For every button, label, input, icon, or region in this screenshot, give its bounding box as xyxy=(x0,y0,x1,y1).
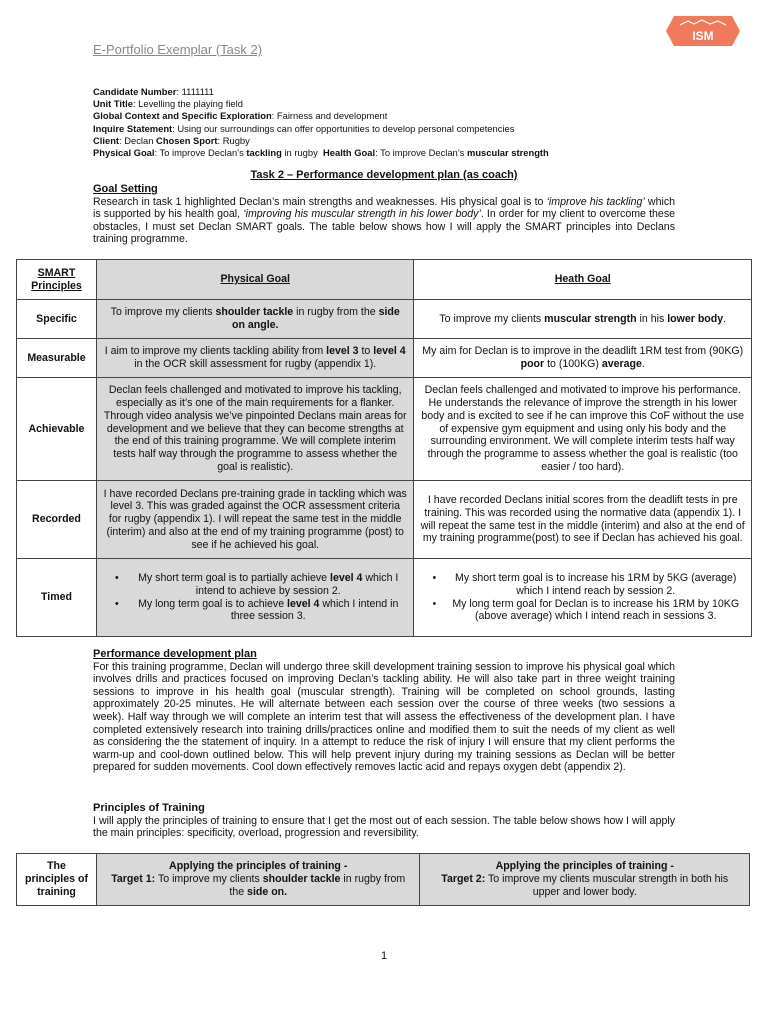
unit-title-line xyxy=(93,98,693,110)
row-label-measurable: Measurable xyxy=(17,339,97,378)
specific-health-cell xyxy=(414,300,752,339)
task-heading: Task 2 – Performance development plan (as coach) xyxy=(250,169,518,181)
target1-cell xyxy=(96,854,420,906)
cell-text: To improve my clients xyxy=(110,306,216,319)
goal-setting-section xyxy=(93,183,675,246)
list-item xyxy=(115,572,408,598)
page-title: E-Portfolio Exemplar (Task 2) xyxy=(93,42,263,57)
candidate-number-label: Candidate Number xyxy=(93,86,177,97)
physical-goal-bold: tackling xyxy=(246,147,282,159)
cell-text: to xyxy=(358,345,374,358)
cell-text: To improve my clients muscular strength in both his upper and lower body. xyxy=(485,873,729,898)
achievable-physical-cell: Declan feels challenged and motivated to improve his tackling, especially as it’s one of the main requirements for a flanker. Through video analysis we’ve pinpointed Declans main areas for development and we believe that they can become strengths at the end of this training programme. We will complete interim tests half way through the programme to assess whether the goal is realistic). xyxy=(96,378,414,481)
logo-text: ISM xyxy=(692,29,714,43)
table-row-recorded xyxy=(17,481,752,559)
recorded-health-cell: I have recorded Declans initial scores from the deadlift tests in pre training. This was recorded using the normative data (appendix 1). I will repeat the same test in the middle (interim) and also at the end of my training programme(post) to see if Declan has achieved his goal. xyxy=(414,481,752,559)
cell-bold: side on angle. xyxy=(231,306,400,331)
cell-bold: level 4 xyxy=(373,345,406,358)
gs-text-1: Research in task 1 highlighted Declan’s main strengths and weaknesses. His physical goal is to xyxy=(93,195,547,208)
achievable-health-cell: Declan feels challenged and motivated to improve his performance. He understands the relevance of improve the strength in his lower body and is excited to see if he can improve this CoF without the use of expensive gym equipment and using only his body and the surrounding environment. We will complete interim tests half way through the programme to assess whether the goal is realistic (too easier / too hard). xyxy=(414,378,752,481)
physical-goal-label: Physical Goal xyxy=(93,147,155,159)
list-item: • My short term goal is to increase his 1RM by 5KG (average) which I intend reach by session 2. xyxy=(432,572,745,598)
cell-bold: average xyxy=(601,358,642,370)
specific-physical-cell xyxy=(96,300,414,339)
cell-bold: level 4 xyxy=(287,597,320,610)
smart-table xyxy=(16,259,752,637)
cell-text: To improve my clients xyxy=(439,312,545,325)
row-label-specific: Specific xyxy=(17,300,97,339)
cell-text: My long term goal is to achieve xyxy=(138,597,288,610)
principles-table xyxy=(16,853,750,906)
measurable-health-cell xyxy=(414,339,752,378)
unit-title-label: Unit Title xyxy=(93,98,133,110)
target2-text xyxy=(426,873,743,899)
principles-col-label: The principles of training xyxy=(17,854,97,906)
cell-text: to (100KG) xyxy=(544,358,602,370)
recorded-physical-cell: I have recorded Declans pre-training grade in tackling which was level 3. This was graded against the OCR assessment criteria for rugby (appendix 1). I will repeat the same test in the middle (interim) and also at the end of my training programme (post) to see if he achieved his goal. xyxy=(96,481,414,559)
inquire-statement-value: : Using our surroundings can offer opportunities to develop personal competencies xyxy=(172,122,515,134)
global-context-label: Global Context and Specific Exploration xyxy=(93,110,272,122)
cell-bold: shoulder tackle xyxy=(262,873,341,886)
row-label-recorded: Recorded xyxy=(17,481,97,559)
ism-logo xyxy=(666,16,740,46)
measurable-physical-cell xyxy=(96,339,414,378)
sport-label: Chosen Sport xyxy=(156,134,218,146)
pot-title: Principles of Training xyxy=(93,802,205,814)
timed-physical-list xyxy=(103,572,408,623)
cell-bold: level 4 xyxy=(330,571,363,584)
candidate-number-value: : 1111111 xyxy=(176,86,214,97)
cell-bold: lower body xyxy=(667,312,724,325)
cell-bold: Target 1: xyxy=(111,873,156,886)
principles-header-row xyxy=(17,854,750,906)
global-context-line xyxy=(93,110,693,122)
gs-text-3: . In order for my client to overcome these obstacles, I must set Declan SMART goals. The table below shows how I will apply the SMART principles into Declans training programme. xyxy=(93,208,676,246)
sport-value: : Rugby xyxy=(217,134,250,146)
target1-title: Applying the principles of training - xyxy=(169,860,348,873)
cell-bold: shoulder tackle xyxy=(215,306,294,319)
target2-title: Applying the principles of training - xyxy=(495,860,674,873)
table-row-timed xyxy=(17,559,752,637)
client-label: Client xyxy=(93,134,120,146)
cell-bold: level 3 xyxy=(326,345,359,358)
cell-text: in rugby from the xyxy=(293,306,379,319)
table-header-row xyxy=(17,260,752,300)
goal-setting-title: Goal Setting xyxy=(93,183,158,195)
cell-text: which I intend to achieve by session 2. xyxy=(195,571,399,597)
pdp-section xyxy=(93,648,675,774)
target1-text xyxy=(103,873,414,899)
cell-text: which I intend in three session 3. xyxy=(230,597,399,623)
pot-section xyxy=(93,802,675,840)
candidate-number-line xyxy=(93,86,693,98)
pdp-title: Performance development plan xyxy=(93,648,257,660)
col-header-health: Heath Goal xyxy=(414,260,752,300)
inquire-statement-line xyxy=(93,123,693,135)
cell-text: I aim to improve my clients tackling ability from xyxy=(104,345,327,358)
cell-bold: poor xyxy=(520,358,545,370)
goals-line xyxy=(93,147,693,159)
goal-setting-paragraph xyxy=(93,196,675,246)
gs-italic-1: ‘improve his tackling’ xyxy=(546,195,645,208)
cell-text: in the OCR skill assessment for rugby (appendix 1). xyxy=(134,358,377,370)
timed-physical-cell xyxy=(96,559,414,637)
table-row-achievable xyxy=(17,378,752,481)
row-label-timed: Timed xyxy=(17,559,97,637)
pot-paragraph: I will apply the principles of training to ensure that I get the most out of each session. The table below shows how I will apply the main principles: specificity, overload, progression and reversibility. xyxy=(93,814,675,840)
candidate-info xyxy=(93,86,693,159)
cell-bold: muscular strength xyxy=(544,312,637,325)
physical-goal-tail: in rugby xyxy=(281,147,323,159)
health-goal-label: Health Goal xyxy=(323,147,376,159)
timed-health-cell xyxy=(414,559,752,637)
timed-health-list xyxy=(420,572,745,623)
unit-title-value: : Levelling the playing field xyxy=(132,98,243,110)
cell-text: My short term goal is to partially achieve xyxy=(138,571,331,584)
table-row-measurable xyxy=(17,339,752,378)
global-context-value: : Fairness and development xyxy=(271,110,388,122)
client-value: : Declan xyxy=(119,134,157,146)
gs-italic-2: ‘improving his muscular strength in his lower body’ xyxy=(243,208,481,221)
inquire-statement-label: Inquire Statement xyxy=(93,122,173,134)
cell-bold: side on. xyxy=(247,885,288,898)
cell-text: . xyxy=(641,358,645,370)
cell-text: To improve my clients xyxy=(155,873,263,886)
row-label-achievable: Achievable xyxy=(17,378,97,481)
col-header-physical: Physical Goal xyxy=(96,260,414,300)
col-header-smart: SMART Principles xyxy=(17,260,97,300)
health-goal-bold: muscular strength xyxy=(466,147,549,159)
cell-text: in his xyxy=(636,312,668,325)
physical-goal-value: : To improve Declan’s xyxy=(154,147,247,159)
list-item: • My long term goal for Declan is to increase his 1RM by 10KG (above average) which I intend reach in sessions 3. xyxy=(432,598,745,624)
cell-text: . xyxy=(723,312,727,325)
client-line xyxy=(93,135,693,147)
target2-cell xyxy=(420,854,750,906)
cell-bold: Target 2: xyxy=(441,873,486,886)
cell-text: in rugby from the xyxy=(229,873,406,898)
page-number: 1 xyxy=(380,950,388,962)
cell-text: My aim for Declan is to improve in the deadlift 1RM test from (90KG) xyxy=(422,345,744,358)
table-row-specific xyxy=(17,300,752,339)
health-goal-value: : To improve Declan’s xyxy=(375,147,467,159)
gs-text-2: which is supported by his health goal, xyxy=(93,195,676,221)
pdp-paragraph: For this training programme, Declan will undergo three skill development training session to improve his physical goal which involves drills and practices focused on improving Declan’s tackling ability. He will also take part in three weight training sessions to improve in his health goal (muscular strength). Training will be completed on school grounds, lasting approximately 20-25 minutes. He will alternate between each session over the course of three weeks (two sessions a week). Half way through we will complete an interim test that will assess the effectiveness of the development plan. I have completed extensively research into training drills/practices online and modified them to suit the needs of my client as well as considering the the statement of inquiry. In a attempt to reduce the risk of injury I will ensure that my client performs the warm-up and cool-down outlined below. This will help prevent injury during my training sessions as Declan will be better prepared for sudden movements. Cool down effectively removes lactic acid and repays oxygen debt (appendix 2). xyxy=(93,660,675,774)
list-item xyxy=(115,598,408,624)
